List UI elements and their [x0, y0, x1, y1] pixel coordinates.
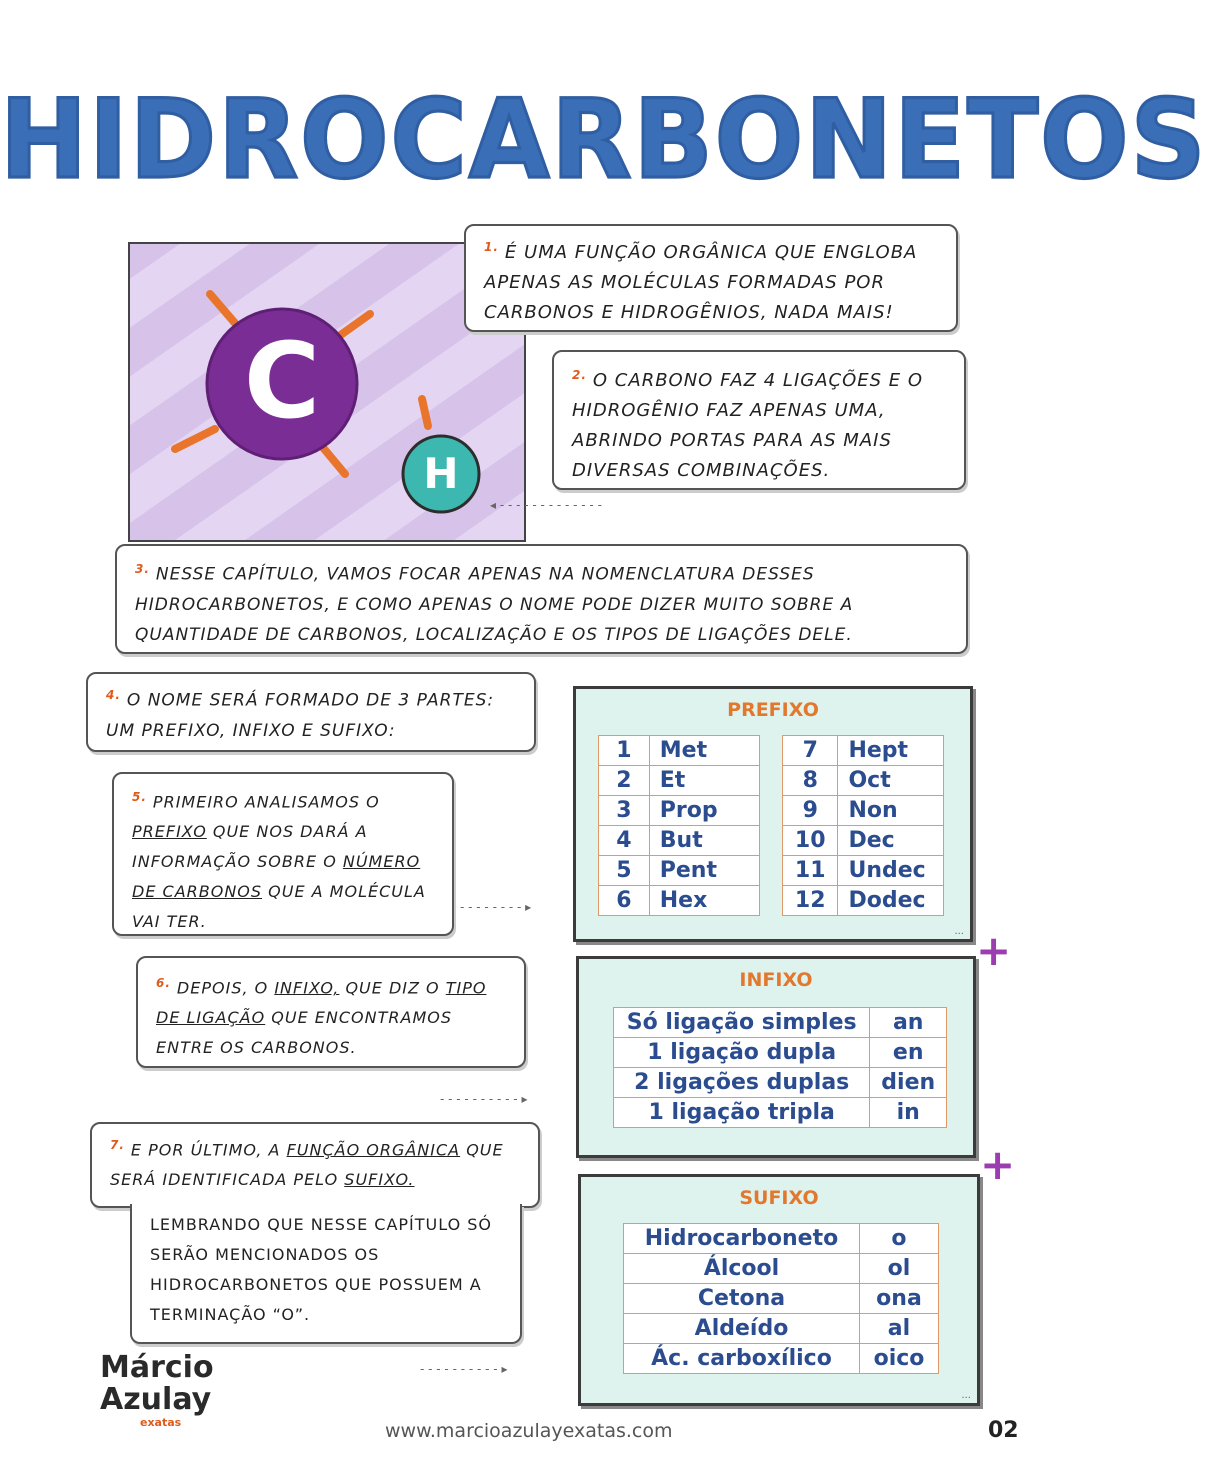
table-cell: 1 ligação dupla: [614, 1038, 870, 1068]
note-text: NESSE CAPÍTULO, VAMOS FOCAR APENAS NA NOMENCLATURA DESSES HIDROCARBONETOS, E COMO APENAS O NOME PODE DIZER MUITO SOBRE A QUANTIDADE DE CARBONOS, LOCALIZAÇÃO E OS TIPOS DE LIGAÇÕES DELE.: [135, 564, 854, 645]
logo-line-3: exatas: [140, 1416, 182, 1429]
note-text: É UMA FUNÇÃO ORGÂNICA QUE ENGLOBA APENAS AS MOLÉCULAS FORMADAS POR CARBONOS E HIDROGÊNIOS, NADA MAIS!: [484, 242, 918, 323]
note-8: [130, 1204, 522, 1344]
table-cell: 1: [599, 736, 650, 766]
table-cell: Hidrocarboneto: [624, 1224, 860, 1254]
table-cell: Met: [649, 736, 759, 766]
table-cell: in: [870, 1098, 947, 1128]
prefixo-table-left: [598, 735, 760, 916]
logo-line-1: Márcio: [100, 1350, 214, 1385]
note-text: O CARBONO FAZ 4 LIGAÇÕES E O HIDROGÊNIO FAZ APENAS UMA, ABRINDO PORTAS PARA AS MAIS DIVERSAS COMBINAÇÕES.: [572, 370, 924, 481]
table-row: [614, 1008, 947, 1038]
note-7: [90, 1122, 540, 1208]
connector-dots: - - - - - - - - ▸: [460, 900, 532, 914]
table-row: [599, 856, 760, 886]
table-cell: Pent: [649, 856, 759, 886]
note-4: [86, 672, 536, 752]
table-cell: Dec: [838, 826, 944, 856]
sufixo-table: [623, 1223, 939, 1374]
table-row: [783, 796, 944, 826]
table-row: [599, 796, 760, 826]
table-row: [599, 826, 760, 856]
note-text: DEPOIS, O: [176, 978, 269, 998]
table-cell: 2 ligações duplas: [614, 1068, 870, 1098]
note-emphasis: FUNÇÃO ORGÂNICA: [286, 1140, 461, 1160]
note-emphasis: TIPO DE LIGAÇÃO: [156, 978, 487, 1028]
table-row: [624, 1344, 939, 1374]
sufixo-panel: [578, 1174, 980, 1406]
logo-line-2: Azulay: [100, 1382, 212, 1417]
note-text: O NOME SERÁ FORMADO DE 3 PARTES: UM PREFIXO, INFIXO E SUFIXO:: [106, 690, 495, 741]
table-cell: Álcool: [624, 1254, 860, 1284]
note-number: 2.: [572, 368, 587, 382]
table-cell: oico: [859, 1344, 938, 1374]
sufixo-title: SUFIXO: [739, 1187, 819, 1209]
table-cell: Hept: [838, 736, 944, 766]
note-text: QUE DIZ O: [345, 978, 440, 998]
table-row: [599, 886, 760, 916]
note-text: QUE NOS DARÁ A INFORMAÇÃO SOBRE O: [132, 822, 368, 872]
prefixo-panel: [573, 686, 973, 942]
note-text: LEMBRANDO QUE NESSE CAPÍTULO SÓ SERÃO MENCIONADOS OS HIDROCARBONETOS QUE POSSUEM A TERMINAÇÃO “O”.: [150, 1215, 493, 1324]
table-cell: Oct: [838, 766, 944, 796]
table-cell: 9: [783, 796, 838, 826]
table-cell: 1 ligação tripla: [614, 1098, 870, 1128]
table-cell: Dodec: [838, 886, 944, 916]
table-cell: an: [870, 1008, 947, 1038]
table-row: [783, 736, 944, 766]
brand-logo: [100, 1352, 214, 1429]
note-1: [464, 224, 958, 332]
table-cell: 8: [783, 766, 838, 796]
table-cell: o: [859, 1224, 938, 1254]
table-cell: ona: [859, 1284, 938, 1314]
table-cell: Cetona: [624, 1284, 860, 1314]
table-cell: Undec: [838, 856, 944, 886]
note-number: 3.: [135, 562, 150, 576]
table-cell: Non: [838, 796, 944, 826]
prefixo-title: PREFIXO: [727, 699, 819, 721]
note-text: QUE ENCONTRAMOS ENTRE OS CARBONOS.: [156, 1008, 452, 1058]
table-cell: Prop: [649, 796, 759, 826]
hydrogen-label: H: [423, 449, 459, 498]
note-number: 4.: [106, 688, 121, 702]
table-row: [783, 766, 944, 796]
table-row: [783, 826, 944, 856]
note-5: [112, 772, 454, 936]
table-row: [614, 1068, 947, 1098]
table-cell: 12: [783, 886, 838, 916]
infixo-title: INFIXO: [739, 969, 813, 991]
table-row: [624, 1314, 939, 1344]
connector-dots: - - - - - - - - - - ▸: [440, 1092, 528, 1106]
table-cell: Só ligação simples: [614, 1008, 870, 1038]
table-row: [599, 736, 760, 766]
table-cell: But: [649, 826, 759, 856]
note-6: [136, 956, 526, 1068]
page-number: 02: [988, 1418, 1019, 1443]
note-number: 1.: [484, 240, 499, 254]
note-3: [115, 544, 968, 654]
note-text: QUE A MOLÉCULA VAI TER.: [132, 882, 426, 932]
ellipsis: ...: [961, 1390, 971, 1401]
table-cell: Aldeído: [624, 1314, 860, 1344]
page-title: HIDROCARBONETOS: [0, 74, 1207, 204]
table-row: [624, 1254, 939, 1284]
table-cell: 5: [599, 856, 650, 886]
table-row: [614, 1098, 947, 1128]
carbon-label: C: [243, 320, 321, 442]
table-cell: Hex: [649, 886, 759, 916]
infixo-panel: [576, 956, 976, 1158]
table-cell: Et: [649, 766, 759, 796]
table-cell: ol: [859, 1254, 938, 1284]
plus-sign: +: [980, 1140, 1016, 1189]
table-cell: Ác. carboxílico: [624, 1344, 860, 1374]
note-text: PRIMEIRO ANALISAMOS O: [152, 792, 380, 812]
footer-url: www.marcioazulayexatas.com: [385, 1420, 673, 1442]
table-cell: al: [859, 1314, 938, 1344]
table-row: [783, 856, 944, 886]
table-row: [624, 1224, 939, 1254]
table-cell: 10: [783, 826, 838, 856]
connector-dots: - - - - - - - - - - ▸: [420, 1362, 508, 1376]
table-cell: en: [870, 1038, 947, 1068]
note-number: 6.: [156, 976, 171, 990]
note-number: 5.: [132, 790, 147, 804]
table-row: [614, 1038, 947, 1068]
note-text: QUE SERÁ IDENTIFICADA PELO: [110, 1140, 504, 1190]
table-cell: 4: [599, 826, 650, 856]
prefixo-table-right: [782, 735, 944, 916]
table-cell: 3: [599, 796, 650, 826]
note-number: 7.: [110, 1138, 125, 1152]
ellipsis: ...: [954, 926, 964, 937]
note-emphasis: INFIXO,: [274, 978, 340, 998]
note-text: E POR ÚLTIMO, A: [130, 1140, 281, 1160]
infixo-table: [613, 1007, 947, 1128]
plus-sign: +: [976, 926, 1012, 975]
table-row: [624, 1284, 939, 1314]
table-cell: 2: [599, 766, 650, 796]
note-emphasis: PREFIXO: [132, 822, 207, 842]
note-emphasis: SUFIXO.: [344, 1170, 415, 1190]
table-cell: 7: [783, 736, 838, 766]
connector-dots: ◂ - - - - - - - - - - - - -: [490, 498, 602, 512]
table-cell: 11: [783, 856, 838, 886]
table-row: [599, 766, 760, 796]
note-2: [552, 350, 966, 490]
table-cell: 6: [599, 886, 650, 916]
table-cell: dien: [870, 1068, 947, 1098]
table-row: [783, 886, 944, 916]
note-emphasis: NÚMERO DE CARBONOS: [132, 852, 421, 902]
